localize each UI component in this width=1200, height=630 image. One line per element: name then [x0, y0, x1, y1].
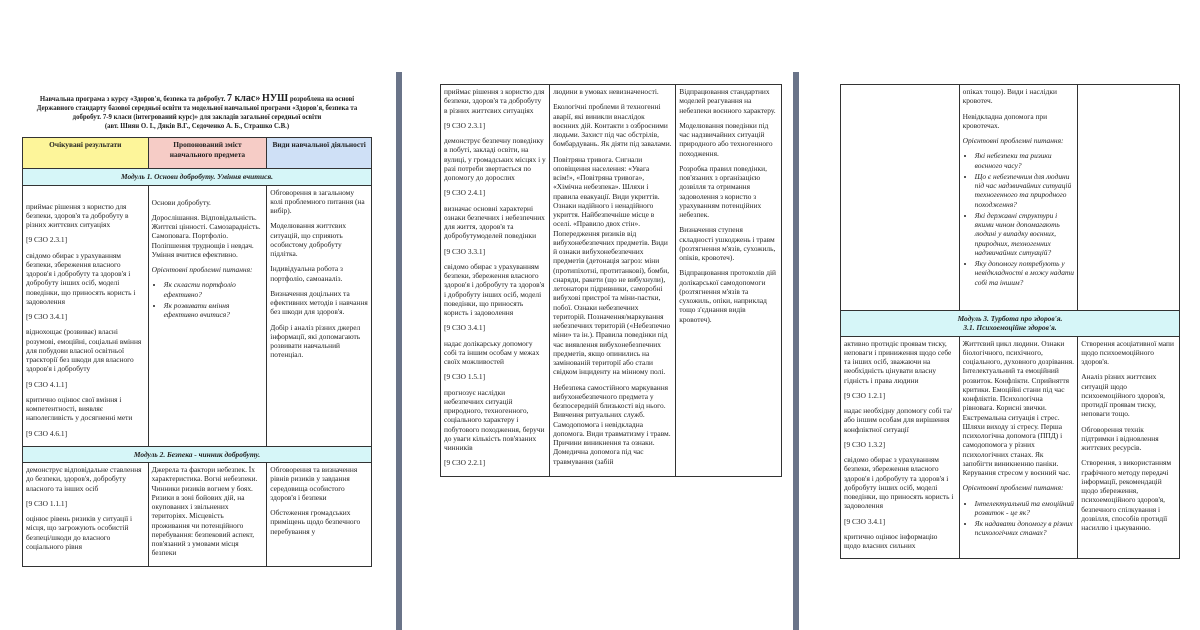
result-code: [9 СЗО 4.6.1]	[26, 428, 68, 438]
content-cell	[550, 85, 676, 477]
header-grade: 7 клас»	[227, 93, 261, 104]
activities-cell	[267, 185, 372, 446]
activities-cell	[1078, 85, 1180, 311]
list-item: • Яку допомогу потребують у невідкладності в можу надати собі та іншим?	[975, 259, 1075, 287]
content-cell	[959, 85, 1078, 311]
document-page-3	[840, 84, 1180, 630]
questions-list	[152, 280, 264, 319]
curriculum-table	[440, 84, 782, 477]
list-item: • Що є небезпечним для людини під час надзвичайних ситуацій техногенного та природного походження?	[975, 172, 1075, 209]
result-text: визначає основні характерні ознаки безпечних і небезпечних для життя, здоров'я та добробутумоделей поведінки	[444, 203, 545, 241]
result-text: свідомо обирає з урахуванням безпеки, збереження власного здоров'я і добробуту та здоров'я і добробуту інших осіб, моделі поведінки, що приносять користь і задоволення	[844, 455, 954, 511]
content-text: Невідкладна допомога при кровотечах.	[962, 111, 1048, 130]
activity-text: Обстеження громадських приміщень щодо безпечного перебування у	[270, 508, 361, 536]
result-text: демонструє відповідальне ставлення до безпеки, здоров'я, добробуту власного та інших осіб	[26, 465, 142, 493]
activity-text: Визначення доцільних та ефективних методів і навчання без шкоди для здоров'я.	[270, 288, 368, 317]
result-text: оцінює рівень ризиків у ситуації і місця, що загрожують особистій безпеці/шкоди до власного соціального рівня	[26, 514, 133, 551]
content-cell	[148, 185, 267, 446]
result-code: [9 СЗО 1.1.1]	[26, 498, 68, 508]
program-header	[26, 92, 368, 131]
curriculum-table	[840, 84, 1180, 559]
activity-text: Індивідуальна робота з портфоліо, самоаналіз.	[270, 264, 343, 283]
activity-text: Створення асоціативної мапи щодо психоемоційного здоров'я.	[1081, 338, 1174, 366]
list-item: • Інтелектуальний та емоційний розвиток - це як?	[975, 499, 1075, 518]
activity-text: Відпрацювання стандартних моделей реагування на небезпеки воєнного характеру.	[679, 87, 776, 115]
content-text: Життєвий цикл людини. Ознаки біологічного, психічного, соціального, духовного дозрівання. Інтелектуальний та емоційний розвиток. Конфлікти. Сприйняття критики. Емоційні стани під час конфліктів. Психологічна рівновага. Корисні звички. Екстремальна ситуація і стрес. Шляхи виходу зі стресу. Перша психологічна допомога (ППД) і самодопомога у різних психологічних станах. Як запобігти виникненню паніки. Керування стресом у воєнний час.	[962, 338, 1074, 477]
document-page-1	[22, 92, 372, 630]
result-text: приймає рішення з користю для безпеки, здоров'я та добробуту в різних життєвих ситуаціях	[26, 201, 129, 230]
list-item: • Які небезпеки та ризики воєнного часу?	[975, 151, 1075, 170]
table-row	[441, 85, 782, 477]
result-text: віднохощає (розвиває) власні розумові, емоційні, соціальні вміння для побудови власної освітньої траєкторії без шкоди для власного здоров'я і добробуту	[26, 327, 142, 374]
questions-label: Орієнтовні проблемні питання:	[151, 265, 253, 275]
curriculum-table	[22, 137, 372, 566]
header-line-2: Державного стандарту базової середньої освіти та модельної навчальної програми «Здоров'я, безпека та	[36, 105, 358, 112]
content-text: Повітряна тривога. Сигнали оповіщення населення: «Увага всім!», «Повітряна тривога», «Хімічна небезпека». Шляхи і правила евакуації. Види укриттів. Ознаки надійного і ненадійного укриття. Найбезпечніше місце в оселі. «Правило двох стін». Попередження ризиків від вибухонебезпечних предметів. Види й ознаки вибухонебезпечних предметів (детонація загроз: міни (протипіхотні, протитанкові), бомби, снаряди, ракети (що не вибухнули), летонатори підривники, саморобні вибухові пристрої та міни-пастки, побої. Ознаки небезпечних територій. Позначення/маркування небезпечних територій («Небезпечно міни» та ін.). Правила поведінки під час виявлення вибухонебезпечних предметів, якщо опинились на замінованій території або стали свідком інциденту на мінному полі.	[553, 154, 671, 377]
activity-text: Обговорення та визначення рівнів ризиків у завдання середовища особистого здоров'я і безпеки	[270, 465, 358, 502]
activity-text: Моделювання життєвих ситуацій, що сприяють особистому добробуту підлітка.	[270, 221, 347, 259]
module-3-heading: Модуль 3. Турбота про здоров'я.	[957, 314, 1063, 323]
result-text: активно протидіє проявам тиску, неповаги і приниження щодо себе та інших осіб, зважаючи на необхідність цінувати власну гідність і права людини	[844, 338, 952, 385]
content-cell	[959, 336, 1078, 559]
table-row	[841, 336, 1180, 559]
activity-text: Відпрацювання протоколів дій долікарської самодопомоги (розтягнення м'язів та сухожиль, опіки, наприклад тощо з'єднання видів кровотеч).	[679, 268, 776, 324]
result-code: [9 СЗО 3.4.1]	[26, 312, 68, 322]
result-code: [9 СЗО 4.1.1]	[26, 379, 68, 389]
module-3-subheading: 3.1. Психоемоційне здоров'я.	[963, 323, 1057, 333]
content-text: Дорослішання. Відповідальність. Життєві цінності. Самозарадність. Самоповага. Портфоліо. Поліпшення труднощів і невдач. Уміння вчитися ефективно.	[151, 212, 261, 259]
result-text: демонструє безпечну поведінку в побуті, закладі освіти, на вулиці, у громадських місцях і у разі потреби звертається по допомогу до дорослих	[444, 136, 546, 182]
results-cell	[841, 85, 960, 311]
activities-cell	[1078, 336, 1180, 559]
result-code: [9 СЗО 3.4.1]	[444, 323, 486, 333]
result-text: надає долікарську допомогу собі та іншим особам у межах своїх можливостей	[444, 338, 540, 366]
column-header-results: Очікувані результати	[23, 138, 149, 169]
result-code: [9 СЗО 1.2.1]	[844, 390, 886, 400]
activity-text: Обговорення в загальному колі проблемного питання (на вибір).	[270, 187, 365, 216]
results-cell	[23, 463, 149, 567]
content-text: Основи добробуту.	[151, 197, 211, 207]
result-text: приймає рішення з користю для безпеки, здоров'я та добробуту в різних життєвих ситуаціях	[444, 87, 545, 115]
results-cell	[23, 185, 149, 446]
list-item: • Які державні структури і якими чином допомагають людині у випадку воєнних, природних, техногенних надзвичайних ситуацій?	[975, 211, 1075, 257]
table-row	[841, 85, 1180, 311]
list-item: • Як розвивати вміння ефективно вчитися?	[164, 301, 264, 320]
module-2-title: Модуль 2. Безпека - чинник добробуту.	[23, 446, 372, 462]
activity-text: Моделювання поведінки під час надзвичайних ситуацій природного або техногенного походження.	[679, 120, 773, 158]
content-text: опіках тощо). Види і наслідки кровотеч.	[962, 87, 1057, 106]
module-1-title: Модуль 1. Основи добробуту. Уміння вчитися.	[23, 169, 372, 185]
column-header-activities: Види навчальної діяльності	[267, 138, 372, 169]
table-row	[23, 463, 372, 567]
header-nush: НУШ	[262, 93, 289, 104]
column-header-content: Пропонований зміст навчального предмета	[148, 138, 267, 169]
result-code: [9 СЗО 2.3.1]	[444, 120, 486, 130]
list-item: • Як скласти портфоліо ефективно?	[164, 280, 264, 299]
header-line-1b: розроблена на основі	[289, 96, 355, 103]
activity-text: Визначення ступеня складності ушкоджень і травм (розтягнення м'язів, сухожиль, опіків, кровотеч).	[679, 225, 776, 262]
activity-text: Аналіз різних життєвих ситуацій щодо психоемоційного здоров'я, протидії проявам тиску, неповаги тощо.	[1081, 372, 1166, 419]
page-separator	[396, 72, 402, 630]
header-line-1: Навчальна програма з курсу «Здоров'я, безпека та добробут.	[39, 96, 226, 103]
table-row	[23, 185, 372, 446]
list-item: • Як надавати допомогу в різних психологічних станах?	[975, 519, 1075, 538]
content-text: Небезпека самостійного маркування вибухонебезпечного предмета у безпосередній близькості від нього. Вивчення ритуальних служб. Самодопомога і невідкладна допомога. Види травматизму і травм. Причини виникнення та ознаки. Домедична допомога під час травмування (забій	[553, 382, 671, 466]
activity-text: Створення, з використанням графічного методу передачі інформації, рекомендацій щодо збереження, психоемоційного здоров'я, безпечного спілкування і дозвілля, способів протидії насиллю і цькуванню.	[1081, 458, 1172, 532]
result-text: свідомо обирає з урахуванням безпеки, збереження власного здоров'я і добробуту та здоров'я і добробуту інших осіб, моделі поведінки, що приносять користь і задоволення	[444, 261, 545, 317]
result-code: [9 СЗО 3.3.1]	[444, 246, 486, 256]
result-code: [9 СЗО 2.4.1]	[444, 188, 486, 198]
questions-list	[963, 151, 1075, 287]
questions-list	[963, 499, 1075, 538]
result-code: [9 СЗО 1.3.2]	[844, 439, 886, 449]
content-cell	[148, 463, 267, 567]
activity-text: Добір і аналіз різних джерел інформації, які допомагають розвивати навчальний потенціал.	[270, 322, 361, 360]
result-code: [9 СЗО 1.5.1]	[444, 372, 486, 382]
result-text: критично оцінює інформацію щодо власних сильних	[844, 531, 938, 550]
results-cell	[441, 85, 550, 477]
result-text: критично оцінює свої вміння і компетентності, виявляє наполегливість у досягненні мети	[26, 394, 133, 423]
activity-text: Обговорення технік підтримки і відновлення життєвих ресурсів.	[1081, 424, 1159, 452]
page-separator	[793, 72, 799, 630]
result-code: [9 СЗО 2.2.1]	[444, 458, 486, 468]
content-text: Джерела та фактори небезпек. Їх характеристика. Вогні небезпеки. Чинники ризиків вогнем у боях. Ризики в зоні бойових дій, на окупованих і звільнених територіях. Місцевість проживання чи потенційного перебування: безпековий аспект, пов'язаний з умовами місця безпеки	[151, 465, 258, 558]
result-text: прогнозує наслідки небезпечних ситуацій природного, техногенного, соціального характеру і побутового походження, беручи до уваги кількість пов'язаних чинників	[444, 387, 545, 452]
result-code: [9 СЗО 3.4.1]	[844, 516, 886, 526]
questions-label: Орієнтовні проблемні питання:	[962, 136, 1064, 145]
results-cell	[841, 336, 960, 559]
activity-text: Розробка правил поведінки, пов'язаних з організацією дозвілля та отримання задоволення з користю з урахуванням потенційних небезпек.	[679, 163, 767, 219]
result-text: надає необхідну допомогу собі та/або іншим особам для вирішення конфліктної ситуації	[844, 406, 952, 434]
document-page-2	[440, 84, 782, 630]
result-text: свідомо обирає з урахуванням безпеки, збереження власного здоров'я і добробуту та здоров'я і добробуту інших осіб, моделі поведінки, що приносять користь і задоволення	[26, 250, 136, 306]
content-text: Екологічні проблеми й техногенні аварії, які виникли внаслідок воєнних дій. Контакти з озброєними людьми. Захист під час обстрілів, бомбардувань. Як діяти під завалами.	[553, 102, 672, 149]
result-code: [9 СЗО 2.3.1]	[26, 235, 68, 245]
activities-cell	[267, 463, 372, 567]
questions-label: Орієнтовні проблемні питання:	[962, 483, 1064, 493]
module-3-title	[841, 311, 1180, 337]
activities-cell	[676, 85, 782, 477]
header-authors: (авт. Шиян О. І., Дяків В.Г., Седоченко А. Б., Страшко С.В.)	[104, 122, 290, 130]
content-text: людини в умовах невизначеності.	[553, 87, 659, 96]
header-line-3: добробут. 7-9 класи (інтегрований курс)» для закладів загальної середньої освіти	[72, 113, 322, 121]
